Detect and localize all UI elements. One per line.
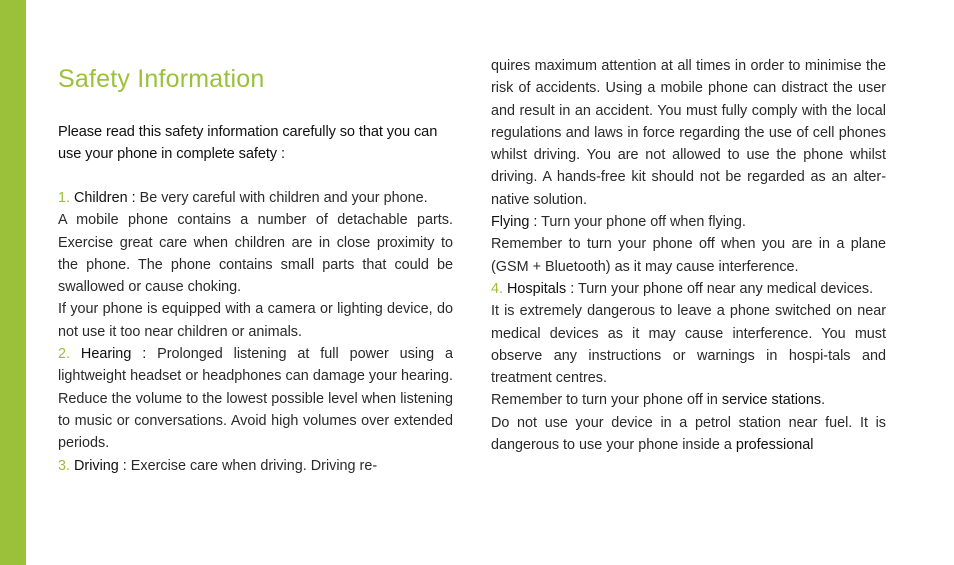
- item-text: Exercise care when driving. Driving re-: [130, 457, 378, 474]
- fuel-paragraph: [491, 412, 886, 457]
- text: .: [821, 392, 826, 409]
- paragraph: If your phone is equipped with a camera or lighting device, do not use it too near children or animals.: [58, 301, 453, 340]
- item-number: 1.: [58, 190, 71, 206]
- item-text: Turn your phone off near any medical devices.: [577, 280, 874, 297]
- item-text: Turn your phone off when flying.: [541, 214, 746, 231]
- item-children: [58, 187, 453, 209]
- item-text: Prolonged listening at full power using a lightweight headset or headphones can damage your hearing. Reduce the volume to the lowest possible level when listening to music or conversations. Avoid high volumes over extended periods.: [58, 346, 453, 452]
- item-driving: [58, 455, 453, 477]
- right-column: [491, 55, 886, 456]
- service-stations-paragraph: [491, 389, 886, 411]
- side-accent-bar: [0, 0, 26, 565]
- item-term: Flying :: [491, 214, 538, 231]
- page-title: Safety Information: [58, 65, 265, 93]
- item-term: Driving :: [74, 457, 127, 474]
- item-number: 3.: [58, 457, 71, 474]
- driving-continued: quires maximum attention at all times in order to minimise the risk of accidents. Using a mobile phone can distract the user and result in an accident. You must fully comply with the local regulations and laws in force regarding the use of cell phones whilst driving. You are not allowed to use the phone whilst driving. A hands-free kit should not be regarded as an alter-native solution.: [491, 58, 886, 208]
- item-term: Hospitals :: [507, 280, 575, 297]
- item-term: Hearing :: [80, 346, 147, 363]
- item-hospitals: [491, 278, 886, 300]
- item-number: 2.: [58, 346, 71, 363]
- item-flying: [491, 211, 886, 233]
- item-hearing: [58, 343, 453, 454]
- item-number: 4.: [491, 280, 504, 297]
- intro-text: Please read this safety information carefully so that you can use your phone in complete safety :: [58, 124, 438, 163]
- item-text: Be very careful with children and your phone.: [139, 190, 428, 206]
- left-column: [58, 187, 453, 477]
- paragraph: A mobile phone contains a number of detachable parts. Exercise great care when children are in close proximity to the phone. The phone contains small parts that could be swallowed or cause choking.: [58, 212, 453, 296]
- paragraph: Remember to turn your phone off when you are in a plane (GSM + Bluetooth) as it may cause interference.: [491, 236, 886, 275]
- keyword: service stations: [721, 392, 822, 409]
- paragraph: It is extremely dangerous to leave a phone switched on near medical devices as it may cause interference. You must observe any instructions or warnings in hospi-tals and treatment centres.: [491, 303, 886, 387]
- keyword: professional: [735, 437, 814, 454]
- text: Do not use your device in a petrol station near fuel. It is dangerous to use your phone inside a: [491, 414, 886, 454]
- text: Remember to turn your phone off in: [491, 392, 718, 409]
- item-term: Children :: [74, 190, 136, 206]
